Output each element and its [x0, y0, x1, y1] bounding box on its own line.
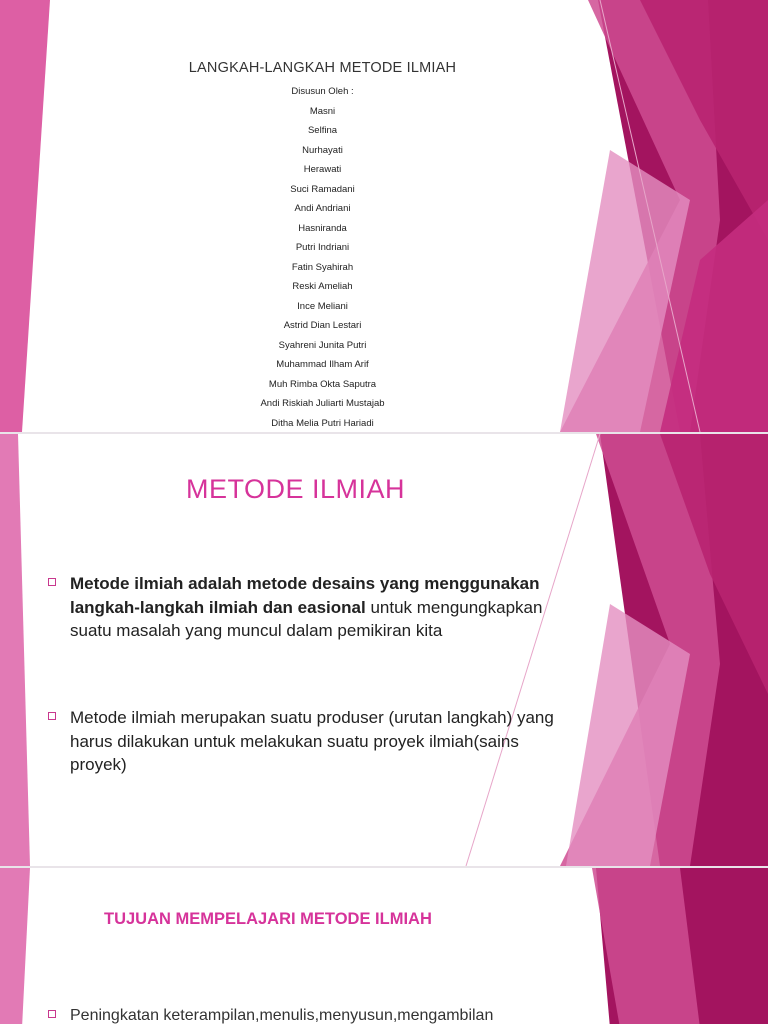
- slide-1[interactable]: [0, 0, 768, 432]
- author-name: Ince Meliani: [297, 300, 348, 312]
- author-name: Fatin Syahirah: [291, 261, 354, 273]
- slide-2[interactable]: [0, 434, 768, 866]
- presentation-title: LANGKAH-LANGKAH METODE ILMIAH: [188, 60, 457, 76]
- bullet-item: [48, 1004, 608, 1024]
- credits-heading: Disusun Oleh :: [291, 86, 354, 97]
- author-name: Masni: [309, 105, 336, 117]
- author-name: Andi Riskiah Juliarti Mustajab: [260, 398, 385, 409]
- decorative-ribbon-shapes: [0, 868, 768, 1024]
- bullet-text: Metode ilmiah merupakan suatu produser (urutan langkah) yang harus dilakukan untuk melakukan suatu proyek ilmiah(sains proyek): [70, 708, 554, 774]
- bullet-text: untuk mengungkapkan suatu masalah yang muncul dalam pemikiran kita: [70, 597, 543, 640]
- author-name: Muhammad Ilham Arif: [276, 359, 369, 370]
- author-name: Suci Ramadani: [290, 183, 355, 195]
- author-name: Nurhayati: [302, 144, 343, 156]
- author-name: Putri Indriani: [295, 242, 350, 253]
- slide-3[interactable]: [0, 868, 768, 1024]
- author-name: Andi Andriani: [294, 203, 351, 214]
- author-name: Reski Ameliah: [292, 281, 353, 292]
- left-pink-strip: [0, 868, 30, 1024]
- bullet-bold-text: Metode ilmiah adalah metode desains yang menggunakan langkah-langkah ilmiah dan easional: [70, 574, 540, 617]
- bullet-marker-icon: [48, 712, 56, 720]
- bullet-marker-icon: [48, 578, 56, 586]
- author-name: Selfina: [307, 125, 338, 136]
- bullet-item: [48, 706, 568, 777]
- bullet-marker-icon: [48, 1010, 56, 1018]
- left-pink-strip: [0, 434, 30, 866]
- author-name: Syahreni Junita Putri: [278, 339, 367, 351]
- author-list: [0, 84, 645, 432]
- author-name: Herawati: [303, 164, 342, 175]
- slide-title: TUJUAN MEMPELAJARI METODE ILMIAH: [104, 910, 432, 928]
- author-name: Hasniranda: [298, 222, 347, 234]
- author-name: Astrid Dian Lestari: [283, 320, 362, 331]
- author-name: Muh Rimba Okta Saputra: [268, 378, 377, 390]
- bullet-item: [48, 572, 568, 643]
- bullet-text: Peningkatan keterampilan,menulis,menyusun,mengambilan: [70, 1007, 494, 1024]
- slide-title: METODE ILMIAH: [186, 474, 406, 504]
- author-name: Ditha Melia Putri Hariadi: [271, 417, 374, 429]
